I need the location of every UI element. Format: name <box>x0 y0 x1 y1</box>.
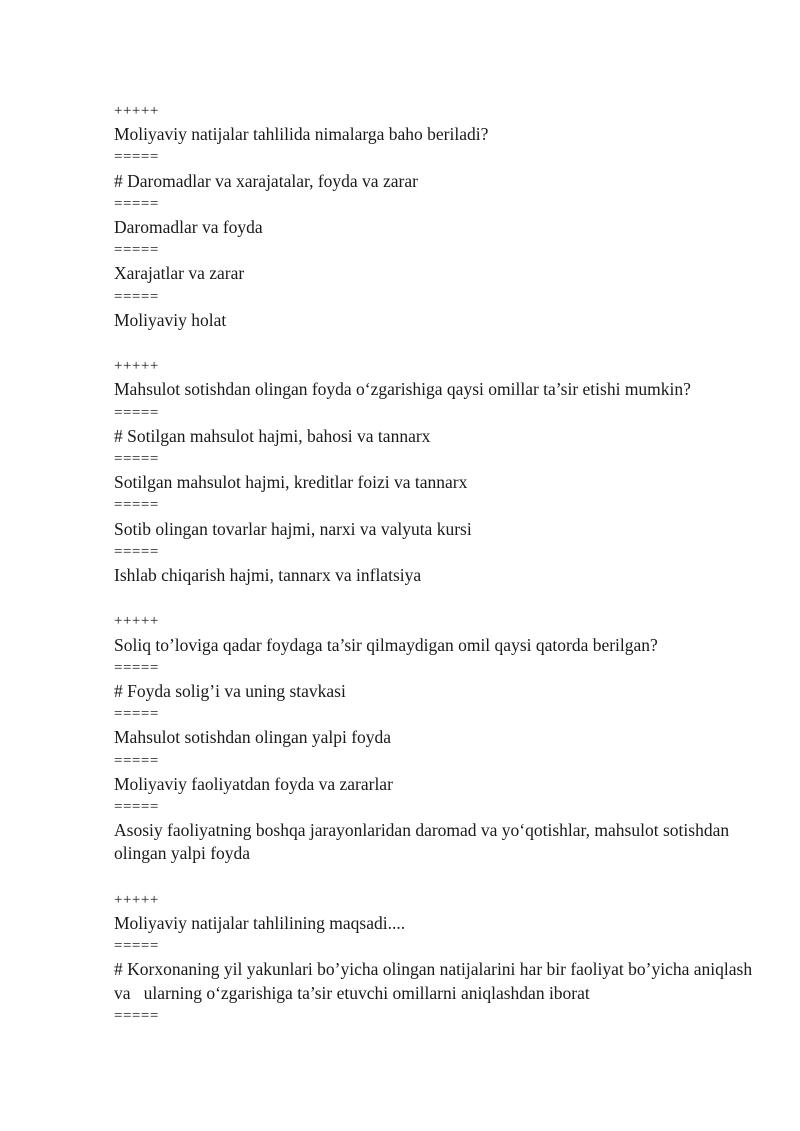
correct-option: # Daromadlar va xarajatalar, foyda va zarar <box>114 170 418 191</box>
question-text: Mahsulot sotishdan olingan foyda o‘zgarishiga qaysi omillar ta’sir etishi mumkin? <box>114 379 691 400</box>
option-separator: ===== <box>114 752 159 769</box>
option-separator: ===== <box>114 497 159 514</box>
blank-line <box>114 587 754 610</box>
question-start-marker: +++++ <box>114 103 159 119</box>
correct-option: # Korxonaning yil yakunlari bo’yicha olingan natijalarini har bir faoliyat bo’yicha aniqlash va ularning o‘zgarishiga ta’sir etuvchi omillarni aniqlashdan iborat <box>114 959 757 1003</box>
option-separator: ===== <box>114 543 159 560</box>
option-separator: ===== <box>114 242 159 259</box>
option: Moliyaviy faoliyatdan foyda va zararlar <box>114 773 393 794</box>
option: Sotilgan mahsulot hajmi, kreditlar foizi va tannarx <box>114 472 468 493</box>
option-separator: ===== <box>114 451 159 468</box>
correct-option: # Foyda solig’i va uning stavkasi <box>114 681 346 702</box>
blank-line <box>114 866 754 889</box>
correct-option: # Sotilgan mahsulot hajmi, bahosi va tannarx <box>114 425 431 446</box>
question-text: Moliyaviy natijalar tahlilining maqsadi.... <box>114 913 406 934</box>
option-separator: ===== <box>114 288 159 305</box>
option-separator: ===== <box>114 799 159 816</box>
option: Daromadlar va foyda <box>114 217 263 238</box>
question-start-marker: +++++ <box>114 613 159 630</box>
question-start-marker: +++++ <box>114 891 159 908</box>
option-separator: ===== <box>114 706 159 723</box>
option-separator: ===== <box>114 659 159 676</box>
option-separator: ===== <box>114 1007 159 1024</box>
option-separator: ===== <box>114 195 159 212</box>
option: Asosiy faoliyatning boshqa jarayonlaridan daromad va yo‘qotishlar, mahsulot sotishdan olingan yalpi foyda <box>114 820 734 864</box>
document-page <box>114 100 757 1028</box>
option: Sotib olingan tovarlar hajmi, narxi va valyuta kursi <box>114 518 472 539</box>
option: Ishlab chiqarish hajmi, tannarx va inflatsiya <box>114 565 422 586</box>
question-start-marker: +++++ <box>114 358 159 375</box>
option-separator: ===== <box>114 938 159 955</box>
option: Mahsulot sotishdan olingan yalpi foyda <box>114 727 392 748</box>
option-separator: ===== <box>114 149 159 166</box>
option: Moliyaviy holat <box>114 309 227 330</box>
option-separator: ===== <box>114 404 159 421</box>
question-text: Moliyaviy natijalar tahlilida nimalarga baho beriladi? <box>114 124 489 145</box>
blank-line <box>114 332 754 355</box>
option: Xarajatlar va zarar <box>114 263 245 284</box>
question-text: Soliq to’loviga qadar foydaga ta’sir qilmaydigan omil qaysi qatorda berilgan? <box>114 634 658 655</box>
